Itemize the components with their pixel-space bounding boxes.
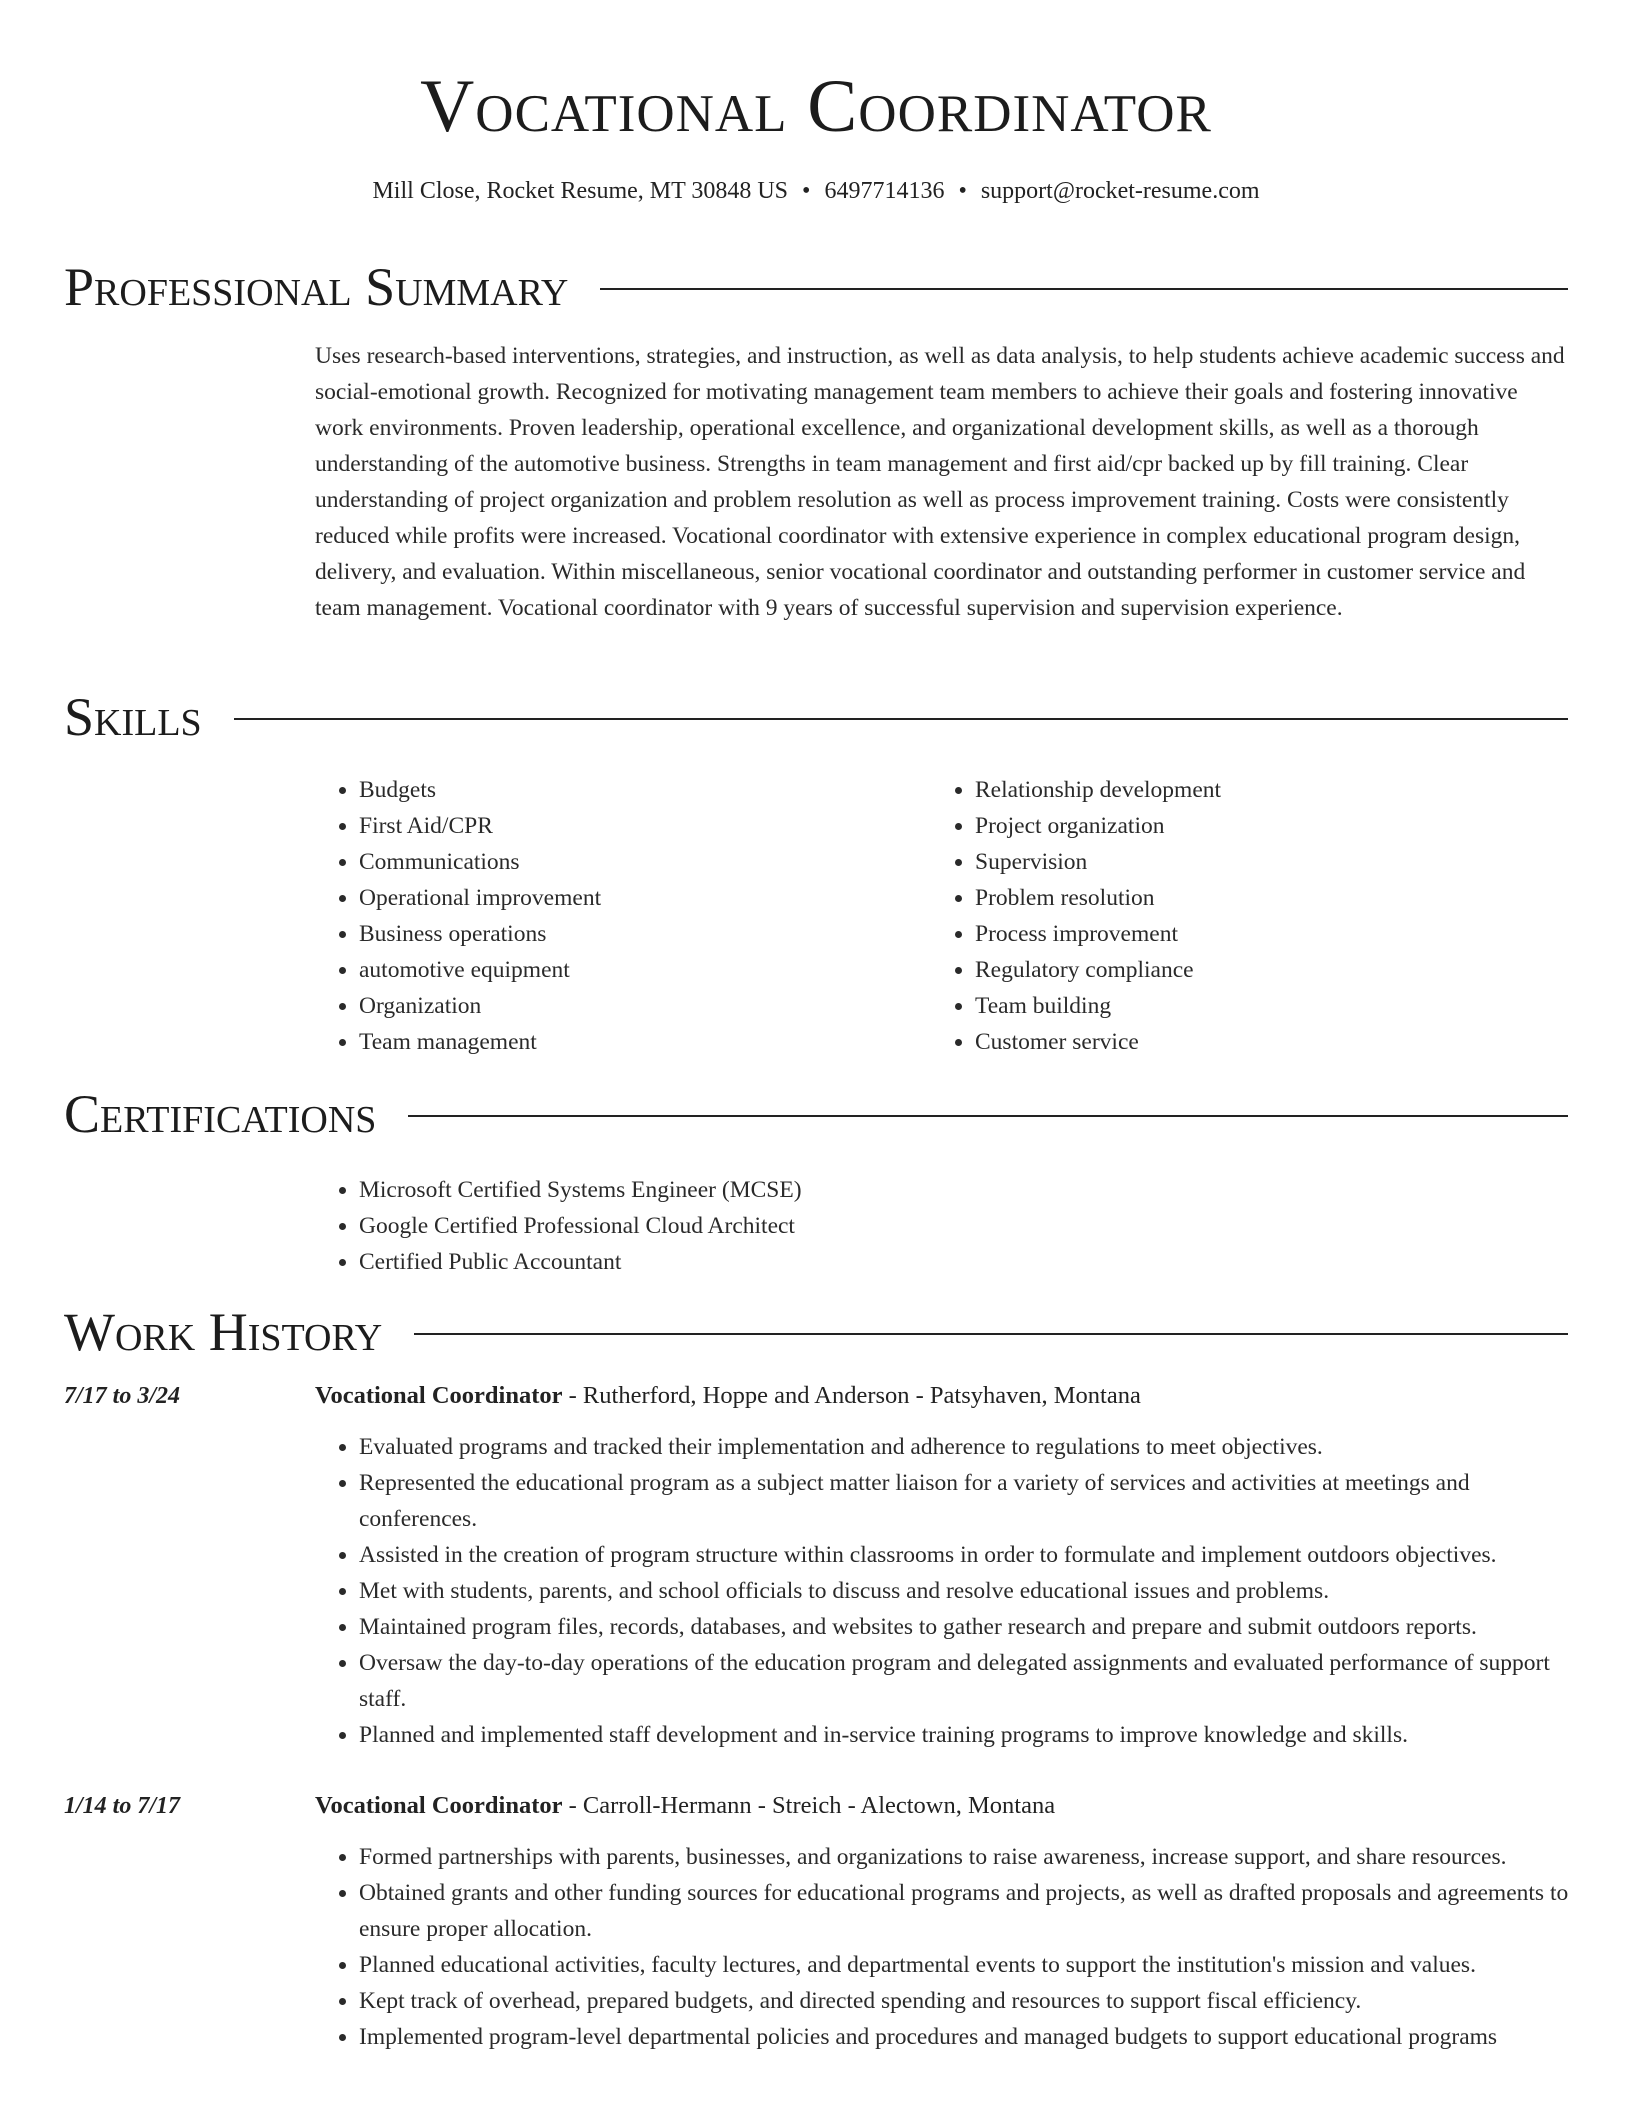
section-header-skills bbox=[64, 685, 1568, 749]
duty-item: • Formed partnerships with parents, businesses, and organizations to raise awareness, increase support, and share resources. bbox=[359, 1839, 1572, 1875]
section-header-work-history bbox=[64, 1300, 1568, 1364]
section-divider bbox=[408, 1115, 1568, 1117]
job-duties-list bbox=[315, 1839, 1572, 2055]
skill-item: • Business operations bbox=[359, 916, 915, 952]
skill-item: • Organization bbox=[359, 988, 915, 1024]
skill-item: • automotive equipment bbox=[359, 952, 915, 988]
contact-separator: • bbox=[802, 178, 811, 204]
section-divider bbox=[414, 1333, 1568, 1335]
contact-phone: 6497714136 bbox=[824, 178, 945, 204]
summary-text: Uses research-based interventions, strategies, and instruction, as well as data analysis, to help students achieve academic success and social-emotional growth. Recognized for motivating management team members to achieve their goals and fostering innovative work environments. Proven leadership, operational excellence, and organizational development skills, as well as a thorough understanding of the automotive business. Strengths in team management and first aid/cpr backed up by fill training. Clear understanding of project organization and problem resolution as well as process improvement training. Costs were consistently reduced while profits were increased. Vocational coordinator with extensive experience in complex educational program design, delivery, and evaluation. Within miscellaneous, senior vocational coordinator and outstanding performer in customer service and team management. Vocational coordinator with 9 years of successful supervision and supervision experience. bbox=[315, 343, 1565, 621]
section-title-skills: Skills bbox=[64, 687, 202, 747]
contact-email: support@rocket-resume.com bbox=[980, 178, 1260, 204]
duty-item: • Planned educational activities, faculty lectures, and departmental events to support the institution's mission and values. bbox=[359, 1947, 1572, 1983]
section-title-certifications: Certifications bbox=[64, 1084, 377, 1144]
skills-list-right bbox=[931, 772, 1531, 1060]
skills-column-right bbox=[931, 772, 1531, 1060]
skill-item: • Problem resolution bbox=[975, 880, 1531, 916]
candidate-name: Vocational Coordinator bbox=[420, 65, 1212, 148]
section-title-work-history: Work History bbox=[64, 1302, 383, 1362]
certification-item: • Google Certified Professional Cloud Architect bbox=[359, 1208, 1515, 1244]
job-heading bbox=[315, 1788, 1055, 1824]
job-duties-list bbox=[315, 1429, 1572, 1753]
section-divider bbox=[600, 288, 1568, 290]
job-duties bbox=[315, 1839, 1572, 2055]
skill-item: • Customer service bbox=[975, 1024, 1531, 1060]
contact-address: Mill Close, Rocket Resume, MT 30848 US bbox=[372, 178, 789, 204]
certification-item: • Microsoft Certified Systems Engineer (MCSE) bbox=[359, 1172, 1515, 1208]
skill-item: • Budgets bbox=[359, 772, 915, 808]
duty-item: • Kept track of overhead, prepared budgets, and directed spending and resources to support fiscal efficiency. bbox=[359, 1983, 1572, 2019]
job-dates: 1/14 to 7/17 bbox=[64, 1793, 181, 1819]
duty-item: • Implemented program-level departmental policies and procedures and managed budgets to support educational programs bbox=[359, 2019, 1572, 2055]
section-header-certifications bbox=[64, 1082, 1568, 1146]
section-title-summary: Professional Summary bbox=[64, 257, 569, 317]
skill-item: • Communications bbox=[359, 844, 915, 880]
skill-item: • Team building bbox=[975, 988, 1531, 1024]
skills-list-left bbox=[315, 772, 915, 1060]
section-divider bbox=[234, 718, 1568, 720]
duty-item: • Evaluated programs and tracked their implementation and adherence to regulations to meet objectives. bbox=[359, 1429, 1572, 1465]
contact-line bbox=[0, 173, 1632, 209]
job-role: Vocational Coordinator bbox=[315, 1792, 563, 1819]
job-heading bbox=[315, 1378, 1141, 1414]
job-employer-location: - Rutherford, Hoppe and Anderson - Patsyhaven, Montana bbox=[562, 1382, 1141, 1409]
job-employer-location: - Carroll-Hermann - Streich - Alectown, Montana bbox=[562, 1792, 1056, 1819]
job-duties bbox=[315, 1429, 1572, 1753]
skill-item: • Project organization bbox=[975, 808, 1531, 844]
skill-item: • Process improvement bbox=[975, 916, 1531, 952]
job-dates: 7/17 to 3/24 bbox=[64, 1383, 181, 1409]
contact-separator: • bbox=[958, 178, 967, 204]
duty-item: • Planned and implemented staff development and in-service training programs to improve knowledge and skills. bbox=[359, 1717, 1572, 1753]
duty-item: • Met with students, parents, and school officials to discuss and resolve educational issues and problems. bbox=[359, 1573, 1572, 1609]
skill-item: • Supervision bbox=[975, 844, 1531, 880]
skill-item: • First Aid/CPR bbox=[359, 808, 915, 844]
duty-item: • Maintained program files, records, databases, and websites to gather research and prepare and submit outdoors reports. bbox=[359, 1609, 1572, 1645]
certifications-list bbox=[315, 1172, 1515, 1280]
skills-column-left bbox=[315, 772, 915, 1060]
duty-item: • Obtained grants and other funding sources for educational programs and projects, as well as drafted proposals and agreements to ensure proper allocation. bbox=[359, 1875, 1572, 1947]
duty-item: • Represented the educational program as a subject matter liaison for a variety of services and activities at meetings and conferences. bbox=[359, 1465, 1572, 1537]
skill-item: • Operational improvement bbox=[359, 880, 915, 916]
skill-item: • Regulatory compliance bbox=[975, 952, 1531, 988]
duty-item: • Oversaw the day-to-day operations of the education program and delegated assignments and evaluated performance of support staff. bbox=[359, 1645, 1572, 1717]
job-role: Vocational Coordinator bbox=[315, 1382, 563, 1409]
section-header-summary bbox=[64, 255, 1568, 319]
skill-item: • Team management bbox=[359, 1024, 915, 1060]
skill-item: • Relationship development bbox=[975, 772, 1531, 808]
certification-item: • Certified Public Accountant bbox=[359, 1244, 1515, 1280]
certifications-block bbox=[315, 1172, 1515, 1280]
duty-item: • Assisted in the creation of program structure within classrooms in order to formulate and implement outdoors objectives. bbox=[359, 1537, 1572, 1573]
